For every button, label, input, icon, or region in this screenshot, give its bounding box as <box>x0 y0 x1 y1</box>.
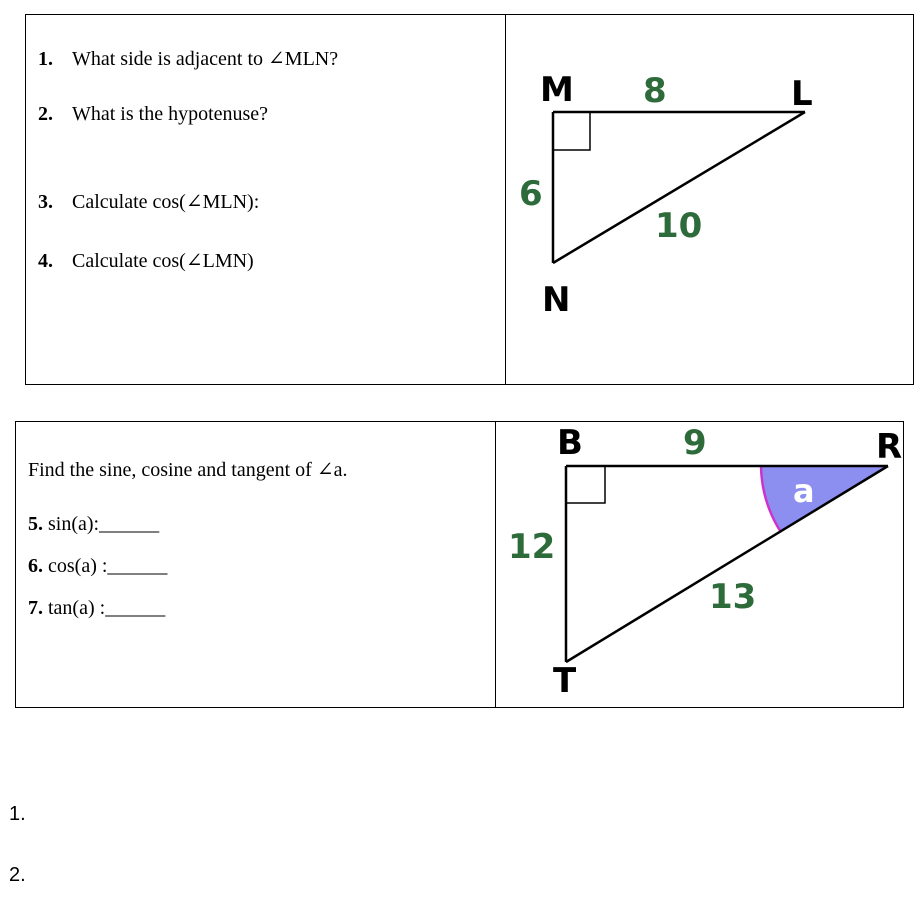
question-7: 7. tan(a) :______ <box>28 597 166 619</box>
angle-a-label: a <box>793 472 815 510</box>
side-bt-label: 12 <box>508 527 556 567</box>
problem-box-2 <box>15 421 904 708</box>
angle-a-wedge <box>761 466 888 532</box>
vertex-l-label: L <box>791 74 813 114</box>
vertex-n-label: N <box>542 280 571 320</box>
question-1: 1. What side is adjacent to ∠MLN? <box>38 48 339 70</box>
answer-1-label: 1. <box>9 803 26 825</box>
answer-2-label: 2. <box>9 864 26 886</box>
side-rt-line <box>566 466 888 662</box>
side-br-label: 9 <box>683 423 707 463</box>
prompt-text: Find the sine, cosine and tangent of ∠a. <box>28 459 348 481</box>
problem-box-1 <box>25 14 914 385</box>
vertex-m-label: M <box>540 70 574 110</box>
vertex-b-label: B <box>557 423 583 463</box>
triangle-mln <box>506 15 911 383</box>
right-angle-marker <box>566 466 605 503</box>
side-ml-label: 8 <box>643 71 667 111</box>
question-5: 5. sin(a):______ <box>28 513 160 535</box>
question-6: 6. cos(a) :______ <box>28 555 168 577</box>
question-3: 3. Calculate cos(∠MLN): <box>38 191 260 213</box>
question-2: 2. What is the hypotenuse? <box>38 103 269 125</box>
vertex-t-label: T <box>553 661 577 701</box>
right-angle-marker <box>553 112 590 150</box>
side-rt-label: 13 <box>709 577 757 617</box>
triangle-brt <box>496 422 902 706</box>
side-mn-label: 6 <box>519 174 543 214</box>
vertex-r-label: R <box>876 427 902 467</box>
question-4: 4. Calculate cos(∠LMN) <box>38 250 254 272</box>
side-ln-label: 10 <box>655 206 703 246</box>
